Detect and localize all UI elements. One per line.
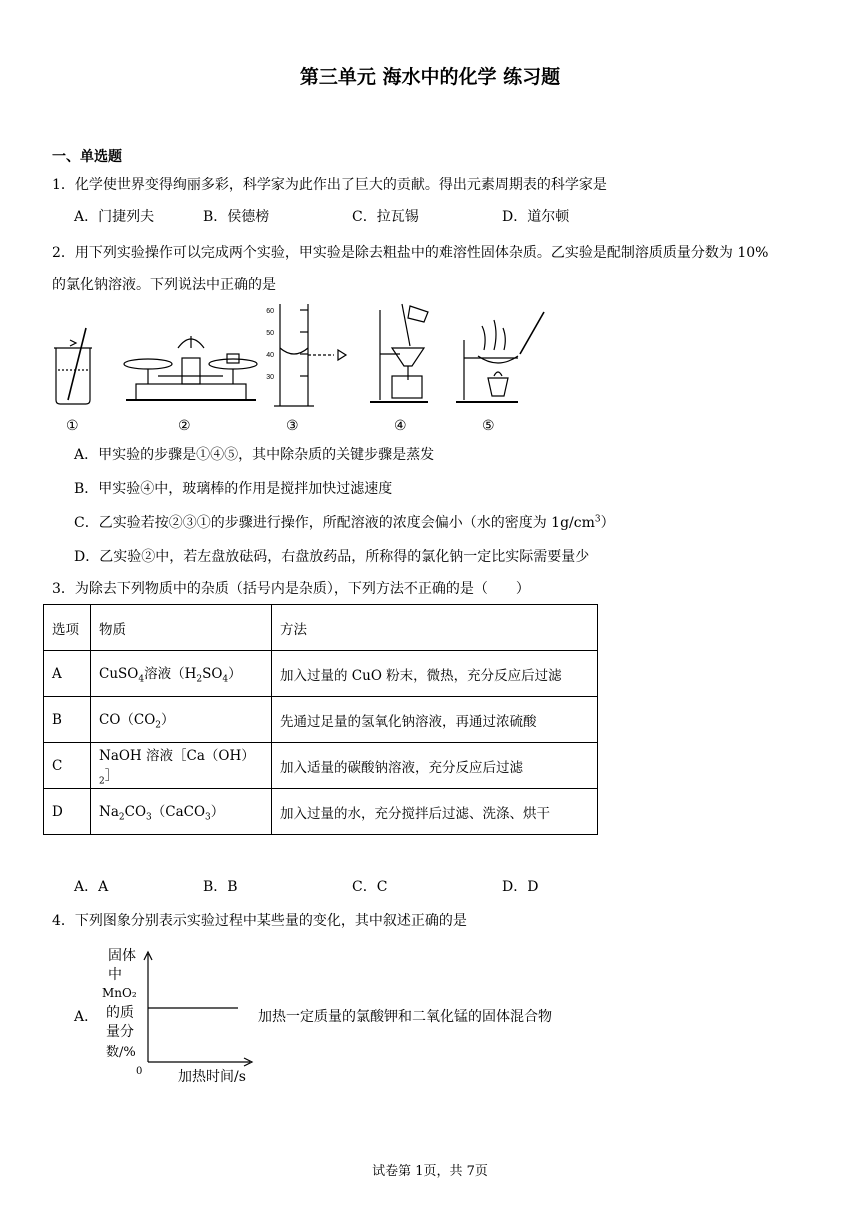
q3-option-a: A．A [74, 879, 109, 895]
fig-label-3: ③ [286, 418, 299, 434]
q4-option-a-text: 加热一定质量的氯酸钾和二氧化锰的固体混合物 [258, 1009, 552, 1025]
row-method: 加入过量的水，充分搅拌后过滤、洗涤、烘干 [272, 789, 598, 835]
row-substance: $Na_2CO_3(CaCO_3)$ [91, 789, 272, 835]
q4-graph-a [100, 940, 260, 1088]
fig-label-5: ⑤ [482, 418, 495, 434]
q2-option-c-text: C．乙实验若按②③①的步骤进行操作，所配溶液的浓度会偏小（水的密度为 1g/cm [74, 515, 595, 531]
question-2-stem-line1: 2．用下列实验操作可以完成两个实验，甲实验是除去粗盐中的难溶性固体杂质。乙实验是配制溶质质量分数为 10% [52, 245, 769, 261]
table-header-row [44, 605, 598, 651]
row-option: B [44, 697, 91, 743]
table-row [44, 743, 598, 789]
row-method: 加入适量的碳酸钠溶液，充分反应后过滤 [272, 743, 598, 789]
q1-option-b: B．侯德榜 [203, 209, 270, 225]
y-label-2: 中 [108, 967, 122, 983]
question-4-stem: 4．下列图象分别表示实验过程中某些量的变化，其中叙述正确的是 [52, 913, 467, 929]
row-substance: NaOH 溶液$[Ca(OH)_2]$ [91, 743, 272, 789]
y-label-3: MnO₂ [102, 986, 137, 1000]
q3-table [43, 604, 598, 835]
row-substance: CuSO$_4$溶液$(H_2SO_4)$ [91, 651, 272, 697]
row-option: D [44, 789, 91, 835]
y-label-4: 的质 [106, 1005, 134, 1021]
q1-option-d: D．道尔顿 [502, 209, 570, 225]
question-2-stem-line2: 的氯化钠溶液。下列说法中正确的是 [52, 277, 276, 293]
q3-option-d: D．D [502, 879, 539, 895]
q3-option-c: C．C [352, 879, 388, 895]
row-option: C [44, 743, 91, 789]
question-1-stem: 1．化学使世界变得绚丽多彩，科学家为此作出了巨大的贡献。得出元素周期表的科学家是 [52, 177, 607, 193]
fig-label-1: ① [66, 418, 79, 434]
origin-label: 0 [136, 1066, 143, 1077]
x-label: 加热时间/s [178, 1069, 246, 1085]
beaker-stirring-icon [54, 328, 92, 404]
q2-option-c-tail: ） [600, 515, 615, 531]
cyl-tick-30: 30 [266, 374, 274, 381]
fig-label-4: ④ [394, 418, 407, 434]
row-method: 先通过足量的氢氧化钠溶液，再通过浓硫酸 [272, 697, 598, 743]
evaporation-icon [456, 312, 544, 402]
q3-option-b: B．B [203, 879, 238, 895]
header-method: 方法 [272, 605, 598, 651]
y-label-6: 数/% [106, 1045, 136, 1060]
q2-option-b: B．甲实验④中，玻璃棒的作用是搅拌加快过滤速度 [74, 481, 393, 497]
header-option: 选项 [44, 605, 91, 651]
q2-option-c-sup: 3 [594, 514, 601, 525]
q1-option-c: C．拉瓦锡 [352, 209, 419, 225]
fig-label-2: ② [178, 418, 191, 434]
y-label-1: 固体 [108, 948, 136, 964]
header-substance: 物质 [91, 605, 272, 651]
section-heading: 一、单选题 [52, 149, 122, 165]
row-method: 加入过量的 CuO 粉末，微热，充分反应后过滤 [272, 651, 598, 697]
table-row [44, 789, 598, 835]
cyl-tick-60: 60 [266, 308, 274, 315]
table-row [44, 697, 598, 743]
q4-option-a-label: A． [74, 1009, 99, 1025]
q2-option-d: D．乙实验②中，若左盘放砝码，右盘放药品，所称得的氯化钠一定比实际需要量少 [74, 549, 590, 565]
row-substance: $CO(CO_2)$ [91, 697, 272, 743]
table-row [44, 651, 598, 697]
balance-icon [124, 336, 257, 400]
q1-option-a: A．门捷列夫 [74, 209, 155, 225]
filtration-icon [370, 304, 428, 402]
question-3-stem: 3．为除去下列物质中的杂质（括号内是杂质），下列方法不正确的是（ ） [52, 581, 530, 597]
page-footer: 试卷第 1页，共 7页 [372, 1164, 488, 1179]
row-option: A [44, 651, 91, 697]
y-label-5: 量分 [106, 1024, 134, 1040]
cyl-tick-50: 50 [266, 330, 274, 337]
cyl-tick-40: 40 [266, 352, 274, 359]
q2-option-c [74, 512, 615, 532]
q2-apparatus-figure [48, 300, 568, 438]
page-title: 第三单元 海水中的化学 练习题 [299, 66, 561, 88]
q2-option-a: A．甲实验的步骤是①④⑤，其中除杂质的关键步骤是蒸发 [74, 447, 435, 463]
measuring-cylinder-icon [274, 304, 346, 406]
